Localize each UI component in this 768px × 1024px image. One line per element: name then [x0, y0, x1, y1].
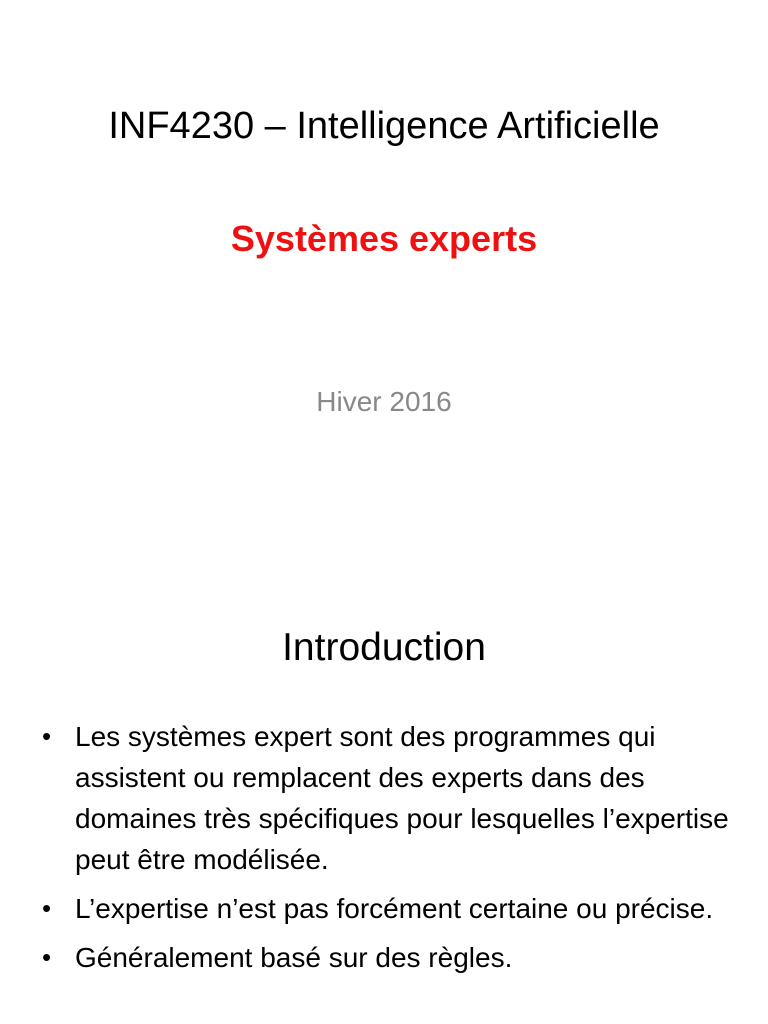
introduction-heading: Introduction [282, 626, 486, 669]
bullet-text: Généralement basé sur des règles. [75, 942, 513, 973]
bullet-text: L’expertise n’est pas forcément certaine ou précise. [75, 893, 714, 924]
bullet-text: Les systèmes expert sont des programmes qui assistent ou remplacent des experts dans des domaines très spécifiques pour lesquelles l’expertise peut être modélisée. [75, 721, 729, 875]
bullet-icon: • [42, 721, 52, 751]
subject-title: Systèmes experts [230, 218, 538, 259]
bullet-icon: • [42, 942, 52, 972]
introduction-slide [0, 560, 768, 1024]
bullet-list [40, 716, 740, 986]
course-title: INF4230 – Intelligence Artificielle [108, 105, 660, 147]
bullet-item [40, 888, 740, 929]
term-label: Hiver 2016 [316, 386, 452, 417]
bullet-item [40, 716, 740, 880]
bullet-item [40, 937, 740, 978]
bullet-icon: • [42, 893, 52, 923]
